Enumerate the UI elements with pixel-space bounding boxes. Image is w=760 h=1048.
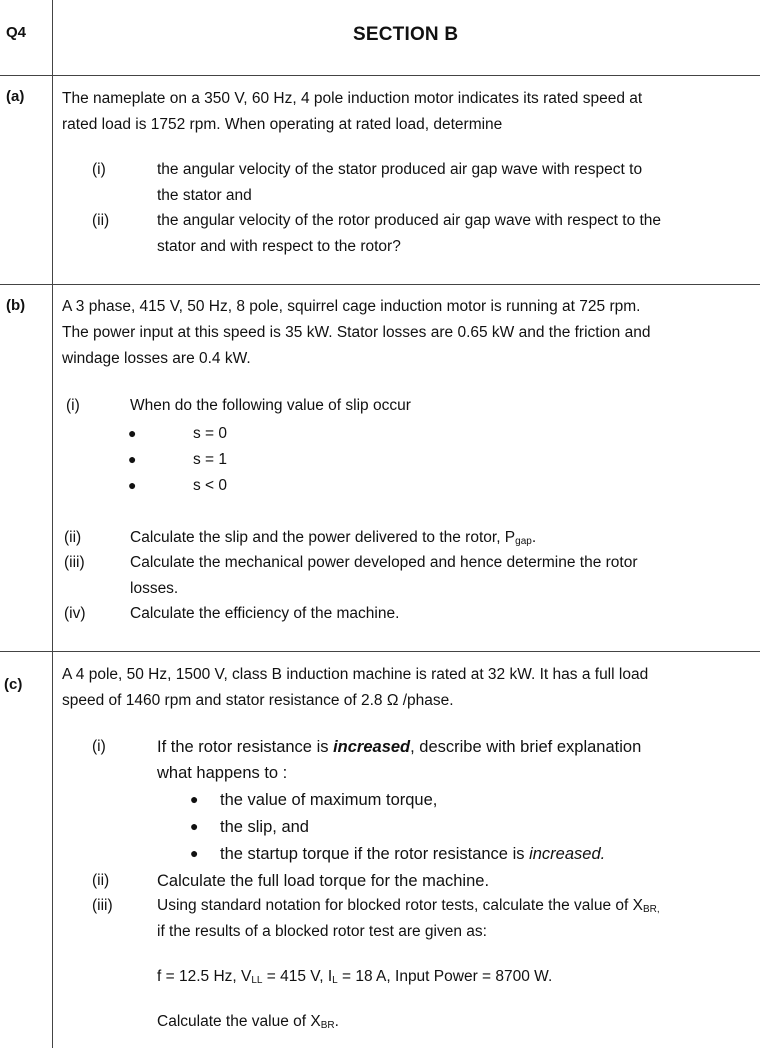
part-c-final-line: Calculate the value of $X_{BR}$. <box>157 1013 339 1031</box>
bullet-icon: ● <box>190 845 199 861</box>
part-a-ii-number: (ii) <box>92 212 110 229</box>
part-b-i-text: When do the following value of slip occur <box>130 397 411 414</box>
part-a-i-line2: the stator and <box>157 187 252 204</box>
row-divider <box>0 75 760 76</box>
part-c-i-line1: If the rotor resistance is increased, describe with brief explanation <box>157 738 642 756</box>
part-b-iii-line1: Calculate the mechanical power developed and hence determine the rotor <box>130 554 638 571</box>
part-c-bullet-1: the value of maximum torque, <box>220 791 438 809</box>
part-c-label: (c) <box>4 676 23 693</box>
part-a-i-number: (i) <box>92 161 106 178</box>
part-b-line2: The power input at this speed is 35 kW. Stator losses are 0.65 kW and the friction and <box>62 324 651 341</box>
part-c-line1: A 4 pole, 50 Hz, 1500 V, class B induction machine is rated at 32 kW. It has a full load <box>62 666 649 683</box>
part-a-i-line1: the angular velocity of the stator produced air gap wave with respect to <box>157 161 643 178</box>
part-b-iv-number: (iv) <box>64 605 86 622</box>
part-c-bullet-3: the startup torque if the rotor resistance is increased. <box>220 845 606 863</box>
part-b-line3: windage losses are 0.4 kW. <box>62 350 251 367</box>
part-b-line1: A 3 phase, 415 V, 50 Hz, 8 pole, squirrel cage induction motor is running at 725 rpm. <box>62 298 641 315</box>
part-c-i-line2: what happens to : <box>157 764 288 782</box>
part-c-iii-number: (iii) <box>92 897 113 914</box>
part-a-ii-line1: the angular velocity of the rotor produced air gap wave with respect to the <box>157 212 662 229</box>
part-b-i-number: (i) <box>66 397 80 414</box>
part-b-iii-line2: losses. <box>130 580 179 597</box>
part-c-bullet-2: the slip, and <box>220 818 309 836</box>
question-number: Q4 <box>6 24 27 41</box>
section-title: SECTION B <box>353 24 459 45</box>
blocked-rotor-test-results: f = 12.5 Hz, $V_{LL} = 415$ V, $I_L = 18$ A, Input Power = 8700 W. <box>157 968 553 986</box>
part-c-iii-line2: if the results of a blocked rotor test are given as: <box>157 923 487 940</box>
slip-case: s < 0 <box>193 477 228 494</box>
part-b-ii-number: (ii) <box>64 529 82 546</box>
bullet-icon: ● <box>128 451 137 467</box>
part-a-ii-line2: stator and with respect to the rotor? <box>157 238 401 255</box>
bullet-icon: ● <box>128 425 137 441</box>
column-divider <box>52 0 53 1048</box>
row-divider <box>0 651 760 652</box>
part-c-ii-number: (ii) <box>92 872 110 889</box>
part-a-line1: The nameplate on a 350 V, 60 Hz, 4 pole induction motor indicates its rated speed at <box>62 90 643 107</box>
slip-case: s = 0 <box>193 425 228 442</box>
part-b-ii-text: Calculate the slip and the power delivered to the rotor, $P_{gap}$. <box>130 529 537 547</box>
row-divider <box>0 284 760 285</box>
part-b-iv-text: Calculate the efficiency of the machine. <box>130 605 400 622</box>
part-c-ii-text: Calculate the full load torque for the machine. <box>157 872 490 890</box>
bullet-icon: ● <box>190 818 199 834</box>
bullet-icon: ● <box>190 791 199 807</box>
part-b-label: (b) <box>6 297 26 314</box>
part-a-line2: rated load is 1752 rpm. When operating at rated load, determine <box>62 116 503 133</box>
part-c-line2: speed of 1460 rpm and stator resistance of 2.8 Ω /phase. <box>62 692 454 709</box>
bullet-icon: ● <box>128 477 137 493</box>
part-b-iii-number: (iii) <box>64 554 85 571</box>
part-c-iii-line1: Using standard notation for blocked rotor tests, calculate the value of $X_{BR,}$ <box>157 897 660 915</box>
part-c-i-number: (i) <box>92 738 106 755</box>
part-a-label: (a) <box>6 88 25 105</box>
slip-case: s = 1 <box>193 451 228 468</box>
